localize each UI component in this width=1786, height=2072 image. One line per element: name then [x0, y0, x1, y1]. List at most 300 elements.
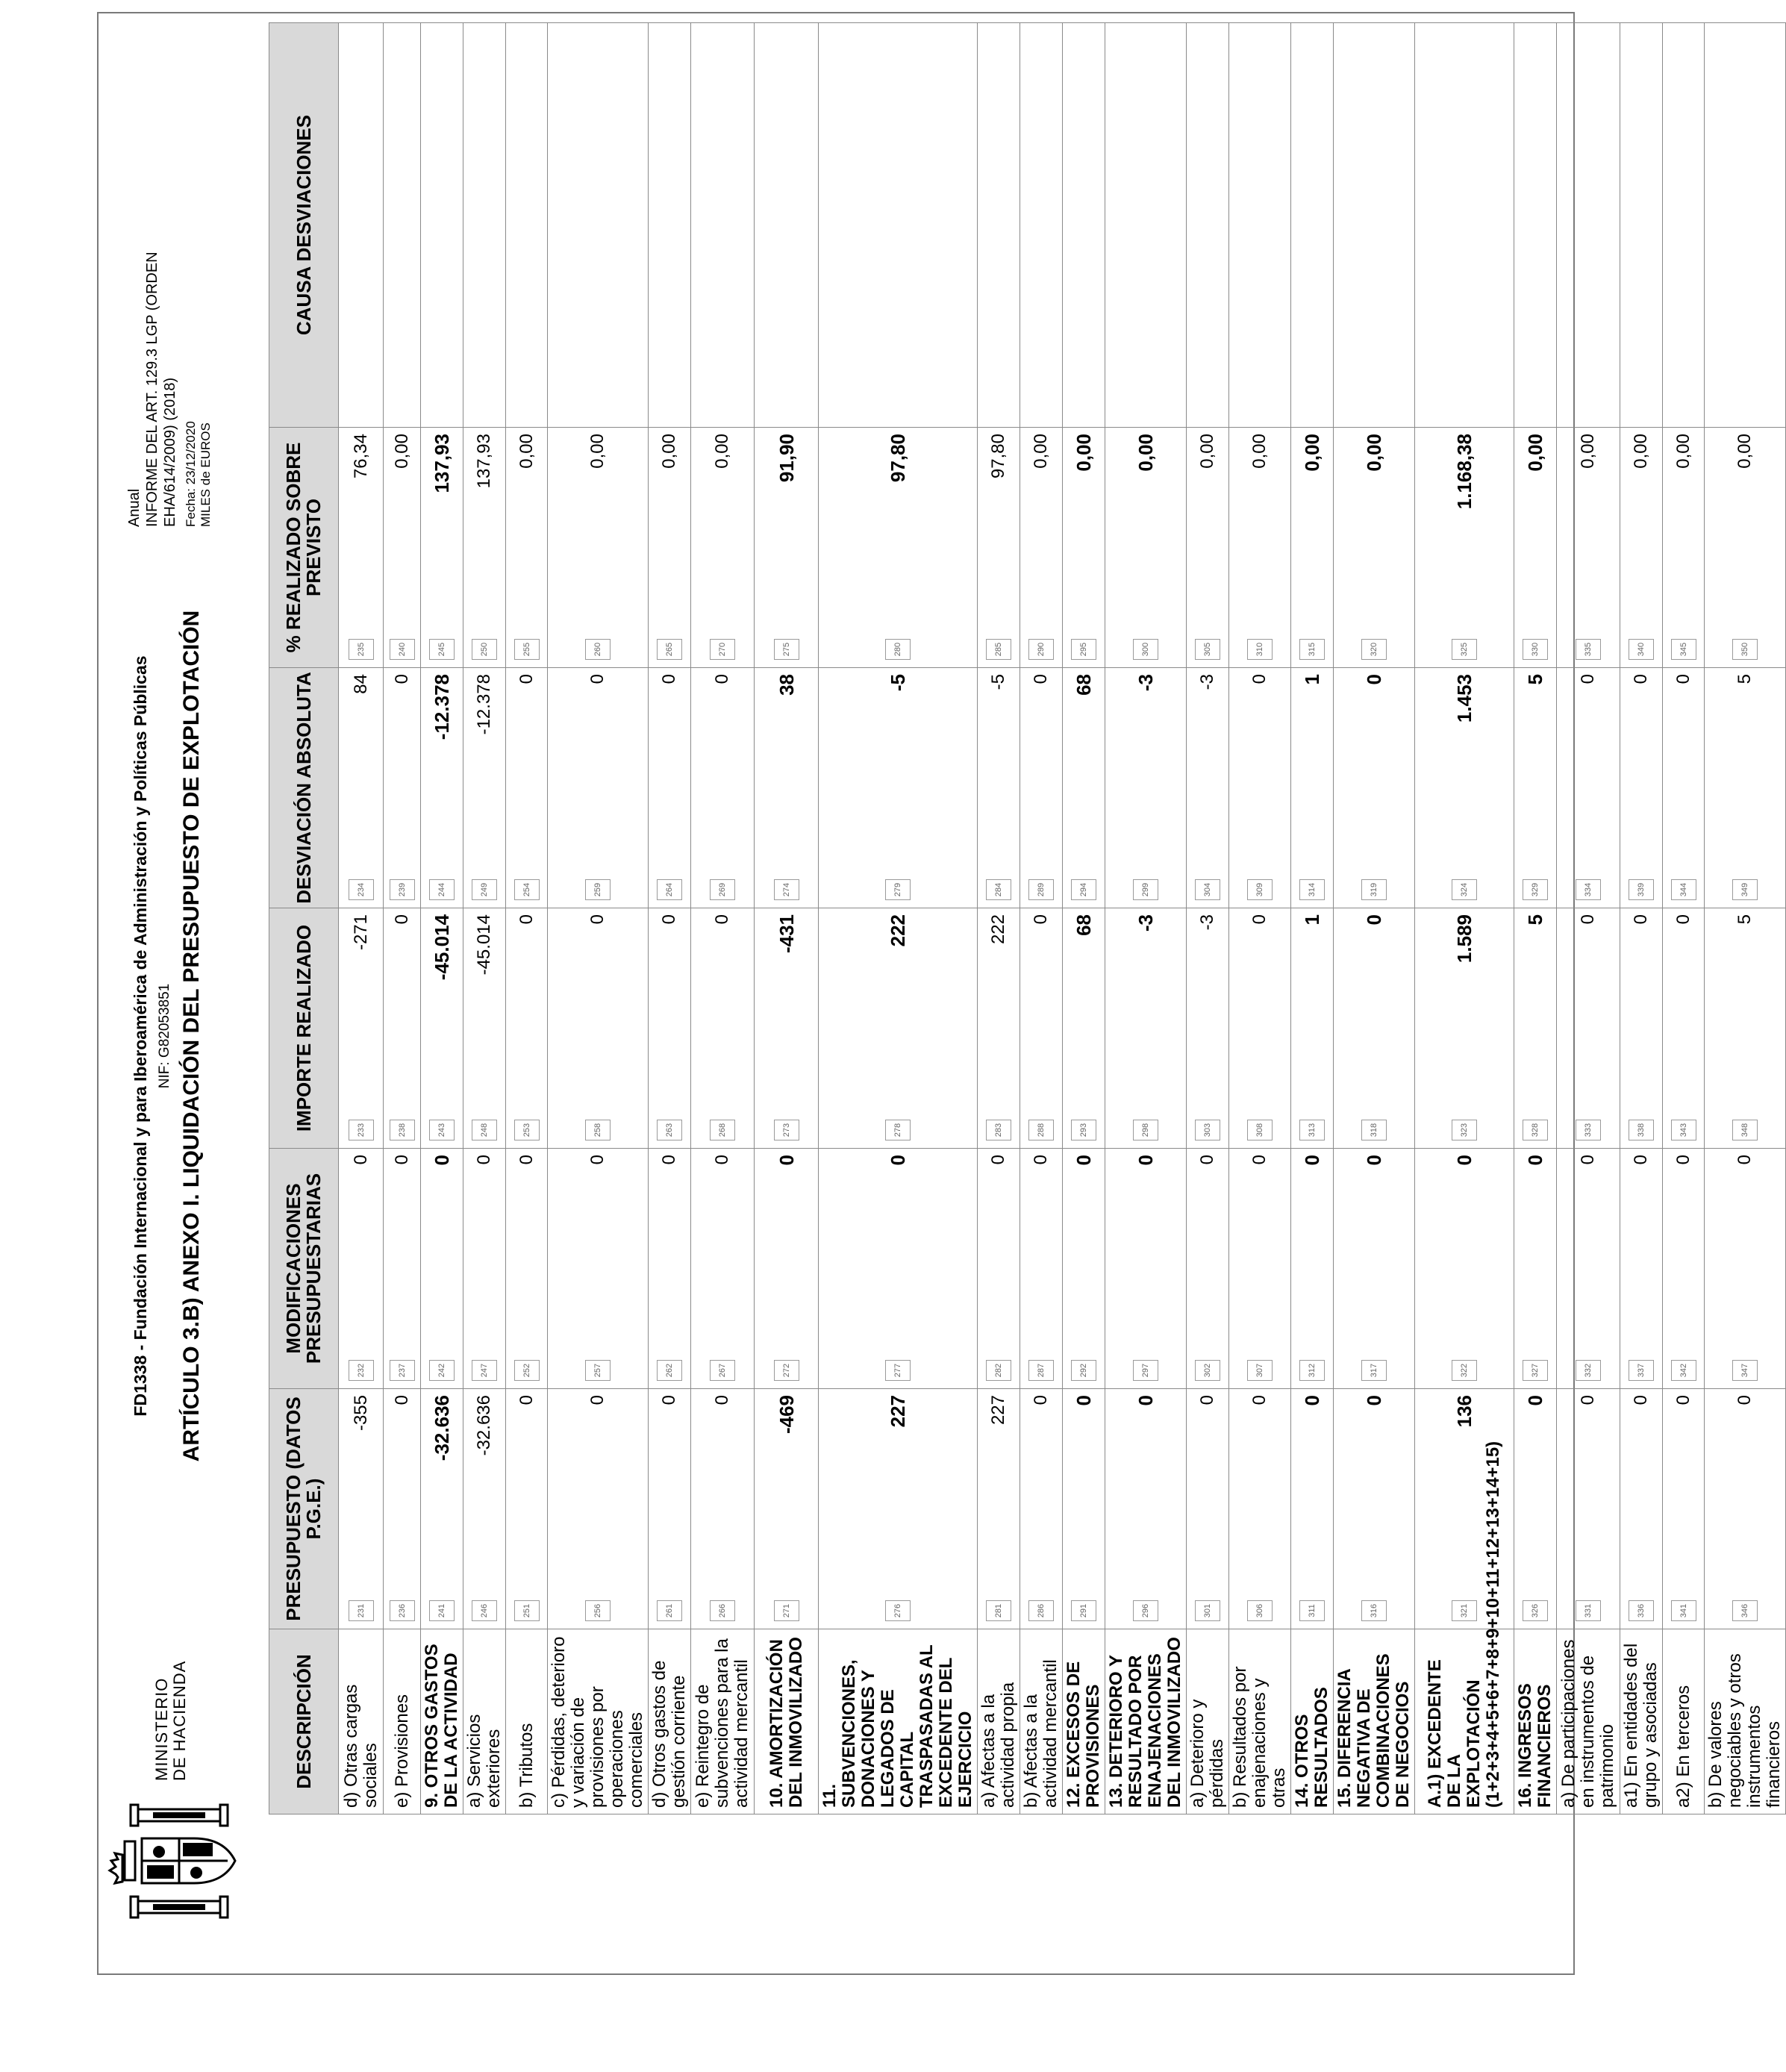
field-code: 253	[514, 1120, 540, 1140]
field-code: 308	[1247, 1120, 1273, 1140]
row-description: 9. OTROS GASTOS DE LA ACTIVIDAD	[421, 1629, 463, 1814]
cell-deviation	[978, 668, 1020, 908]
field-code: 233	[349, 1120, 374, 1140]
cell-modifications	[978, 1149, 1020, 1389]
field-value: -469	[775, 1395, 798, 1435]
row-description: b) De valores negociables y otros instrumentos financieros	[1705, 1629, 1786, 1814]
field-value: 0	[1631, 674, 1651, 684]
field-code: 340	[1629, 639, 1654, 660]
field-value: 0	[775, 1155, 798, 1166]
col-deviation: DESVIACIÓN ABSOLUTA	[269, 668, 339, 908]
col-pct: % REALIZADO SOBRE PREVISTO	[269, 428, 339, 668]
field-code: 328	[1523, 1120, 1548, 1140]
col-cause: CAUSA DESVIACIONES	[269, 23, 339, 428]
field-code: 245	[429, 639, 455, 660]
field-code: 330	[1523, 639, 1548, 660]
cell-modifications	[1514, 1149, 1557, 1389]
field-value: 0	[1197, 1155, 1217, 1165]
field-value: 137,93	[431, 434, 453, 493]
cell-pct	[691, 428, 755, 668]
field-value: 68	[1072, 914, 1095, 936]
col-budget: PRESUPUESTO (DATOS P.G.E.)	[269, 1389, 339, 1629]
field-value: 0	[1134, 1155, 1157, 1166]
field-value: 0,00	[1197, 434, 1217, 469]
field-value: 0	[1578, 914, 1598, 925]
field-code: 327	[1523, 1360, 1548, 1381]
cell-cause	[1514, 23, 1557, 428]
cell-modifications	[1105, 1149, 1187, 1389]
cell-deviation	[463, 668, 506, 908]
field-code: 314	[1299, 879, 1325, 900]
cell-deviation	[1514, 668, 1557, 908]
cell-budget	[1063, 1389, 1105, 1629]
field-value: -431	[775, 914, 798, 954]
field-code: 287	[1028, 1360, 1054, 1381]
table-row	[1557, 23, 1620, 1814]
field-code: 246	[472, 1600, 497, 1621]
field-value: 0	[587, 674, 608, 684]
cell-executed	[1415, 908, 1514, 1149]
cell-executed	[1620, 908, 1663, 1149]
cell-deviation	[384, 668, 421, 908]
table-row	[649, 23, 691, 1814]
field-code: 268	[710, 1120, 735, 1140]
cell-modifications	[1663, 1149, 1705, 1389]
field-value: 0	[391, 914, 412, 925]
field-code: 329	[1523, 879, 1548, 900]
field-code: 346	[1732, 1600, 1758, 1621]
field-value: 0,00	[1072, 434, 1095, 472]
row-description: c) Pérdidas, deterioro y variación de provisiones por operaciones comerciales	[548, 1629, 649, 1814]
field-value: 0	[1735, 1395, 1755, 1405]
cell-pct	[506, 428, 548, 668]
field-value: 97,80	[887, 434, 909, 483]
cell-budget	[421, 1389, 463, 1629]
field-code: 325	[1452, 639, 1477, 660]
field-code: 281	[986, 1600, 1011, 1621]
field-code: 232	[349, 1360, 374, 1381]
row-description: a) De participaciones en instrumentos de patrimonio	[1557, 1629, 1620, 1814]
row-description: a1) En entidades del grupo y asociadas	[1620, 1629, 1663, 1814]
field-value: -32.636	[431, 1395, 453, 1461]
cell-cause	[691, 23, 755, 428]
field-value: 0	[659, 1395, 679, 1405]
field-value: 0	[587, 1395, 608, 1405]
field-code: 266	[710, 1600, 735, 1621]
field-value: 0,00	[1134, 434, 1157, 472]
cell-pct	[1020, 428, 1063, 668]
cell-budget	[691, 1389, 755, 1629]
cell-executed	[755, 908, 819, 1149]
field-code: 307	[1247, 1360, 1273, 1381]
field-value: 0	[1031, 674, 1051, 684]
cell-deviation	[1620, 668, 1663, 908]
table-row	[339, 23, 384, 1814]
cell-budget	[1020, 1389, 1063, 1629]
field-code: 333	[1576, 1120, 1601, 1140]
field-value: 0	[712, 674, 732, 684]
field-code: 267	[710, 1360, 735, 1381]
cell-cause	[1187, 23, 1229, 428]
cell-executed	[691, 908, 755, 1149]
table-row	[1620, 23, 1663, 1814]
field-value: 0,00	[587, 434, 608, 469]
table-row	[1229, 23, 1291, 1814]
cell-executed	[1063, 908, 1105, 1149]
field-value: -355	[350, 1395, 371, 1432]
field-value: 76,34	[350, 434, 371, 479]
cell-deviation	[649, 668, 691, 908]
field-value: 0	[712, 1155, 732, 1165]
cell-executed	[1229, 908, 1291, 1149]
cell-pct	[819, 428, 978, 668]
field-code: 234	[349, 879, 374, 900]
field-value: 137,93	[474, 434, 494, 489]
table-row	[1415, 23, 1514, 1814]
cell-pct	[1334, 428, 1415, 668]
cell-deviation	[1334, 668, 1415, 908]
cell-pct	[339, 428, 384, 668]
field-value: 0	[1631, 1395, 1651, 1405]
row-description: d) Otros gastos de gestión corriente	[649, 1629, 691, 1814]
field-code: 345	[1671, 639, 1696, 660]
row-description: a2) En terceros	[1663, 1629, 1705, 1814]
cell-budget	[649, 1389, 691, 1629]
field-code: 290	[1028, 639, 1054, 660]
field-code: 317	[1361, 1360, 1387, 1381]
cell-pct	[1705, 428, 1786, 668]
field-value: 0,00	[1524, 434, 1546, 472]
field-value: 5	[1735, 674, 1755, 684]
cell-cause	[649, 23, 691, 428]
field-code: 318	[1361, 1120, 1387, 1140]
field-value: -3	[1134, 674, 1157, 692]
field-value: 0	[1072, 1155, 1095, 1166]
field-code: 326	[1523, 1600, 1548, 1621]
cell-modifications	[548, 1149, 649, 1389]
field-value: 0	[391, 1155, 412, 1165]
cell-modifications	[463, 1149, 506, 1389]
cell-executed	[421, 908, 463, 1149]
cell-cause	[339, 23, 384, 428]
field-value: 0	[1363, 1395, 1385, 1406]
field-code: 231	[349, 1600, 374, 1621]
field-value: -45.014	[431, 914, 453, 981]
field-code: 254	[514, 879, 540, 900]
field-code: 282	[986, 1360, 1011, 1381]
field-code: 299	[1133, 879, 1158, 900]
field-value: 0	[988, 1155, 1008, 1165]
cell-deviation	[506, 668, 548, 908]
field-value: 0,00	[1735, 434, 1755, 469]
field-value: 0	[659, 1155, 679, 1165]
field-value: 0	[1249, 674, 1270, 684]
field-value: -12.378	[474, 674, 494, 735]
field-value: 0	[1031, 914, 1051, 925]
field-value: 227	[988, 1395, 1008, 1426]
field-code: 283	[986, 1120, 1011, 1140]
cell-cause	[1063, 23, 1105, 428]
cell-deviation	[819, 668, 978, 908]
cell-budget	[978, 1389, 1020, 1629]
field-code: 262	[657, 1360, 682, 1381]
field-value: 0,00	[516, 434, 537, 469]
table-row	[421, 23, 463, 1814]
table-row	[1705, 23, 1786, 1814]
cell-cause	[1705, 23, 1786, 428]
field-code: 264	[657, 879, 682, 900]
cell-cause	[755, 23, 819, 428]
field-value: 0	[1673, 1395, 1693, 1405]
field-value: 0	[431, 1155, 453, 1166]
field-value: 0	[1249, 1395, 1270, 1405]
field-value: 0	[587, 1155, 608, 1165]
field-code: 289	[1028, 879, 1054, 900]
field-code: 259	[585, 879, 611, 900]
field-code: 277	[885, 1360, 911, 1381]
field-value: 0	[712, 914, 732, 925]
field-code: 332	[1576, 1360, 1601, 1381]
cell-budget	[1620, 1389, 1663, 1629]
cell-executed	[1105, 908, 1187, 1149]
field-code: 336	[1629, 1600, 1654, 1621]
cell-modifications	[1187, 1149, 1229, 1389]
field-value: 68	[1072, 674, 1095, 696]
field-value: 5	[1524, 914, 1546, 926]
row-description: a) Deterioro y pérdidas	[1187, 1629, 1229, 1814]
cell-pct	[1063, 428, 1105, 668]
col-modifications: MODIFICACIONES PRESUPUESTARIAS	[269, 1149, 339, 1389]
field-value: 222	[887, 914, 909, 947]
cell-deviation	[421, 668, 463, 908]
field-code: 338	[1629, 1120, 1654, 1140]
cell-deviation	[1020, 668, 1063, 908]
field-code: 301	[1195, 1600, 1220, 1621]
field-code: 348	[1732, 1120, 1758, 1140]
cell-executed	[649, 908, 691, 1149]
cell-modifications	[1063, 1149, 1105, 1389]
field-code: 235	[349, 639, 374, 660]
field-value: 0,00	[1673, 434, 1693, 469]
table-row	[548, 23, 649, 1814]
cell-deviation	[1187, 668, 1229, 908]
field-code: 324	[1452, 879, 1477, 900]
field-value: -3	[1197, 674, 1217, 690]
field-code: 247	[472, 1360, 497, 1381]
table-row	[1514, 23, 1557, 1814]
field-value: 227	[887, 1395, 909, 1428]
periodicity: Anual	[126, 488, 143, 527]
field-value: 0	[1524, 1395, 1546, 1406]
field-code: 322	[1452, 1360, 1477, 1381]
cell-pct	[1620, 428, 1663, 668]
row-description: 13. DETERIORO Y RESULTADO POR ENAJENACIONES DEL INMOVILIZADO	[1105, 1629, 1187, 1814]
cell-cause	[1291, 23, 1334, 428]
entity-title: FD1338 - Fundación Internacional y para Iberoamérica de Administración y Políticas Públicas	[131, 655, 150, 1417]
field-code: 321	[1452, 1600, 1477, 1621]
field-code: 260	[585, 639, 611, 660]
cell-executed	[463, 908, 506, 1149]
field-value: -5	[988, 674, 1008, 690]
report-line-1: INFORME DEL ART. 129.3 LGP (ORDEN	[144, 252, 160, 527]
field-value: 1.589	[1453, 914, 1476, 964]
cell-budget	[1229, 1389, 1291, 1629]
ministry-line-2: DE HACIENDA	[170, 1660, 189, 1781]
cell-executed	[1291, 908, 1334, 1149]
field-code: 272	[774, 1360, 799, 1381]
field-value: 0,00	[1301, 434, 1323, 472]
field-value: 1.453	[1453, 674, 1476, 723]
field-code: 295	[1071, 639, 1096, 660]
field-code: 337	[1629, 1360, 1654, 1381]
cell-cause	[819, 23, 978, 428]
field-value: 0	[1197, 1395, 1217, 1405]
field-value: 0	[1031, 1395, 1051, 1405]
field-code: 270	[710, 639, 735, 660]
field-code: 323	[1452, 1120, 1477, 1140]
field-value: 0	[1072, 1395, 1095, 1406]
field-value: 5	[1735, 914, 1755, 925]
cell-pct	[1415, 428, 1514, 668]
field-value: 0,00	[391, 434, 412, 469]
field-value: 0	[1578, 674, 1598, 684]
field-code: 248	[472, 1120, 497, 1140]
cell-executed	[978, 908, 1020, 1149]
cell-deviation	[1705, 668, 1786, 908]
cell-modifications	[1229, 1149, 1291, 1389]
field-code: 252	[514, 1360, 540, 1381]
field-value: 0	[1524, 1155, 1546, 1166]
field-value: 0,00	[1249, 434, 1270, 469]
field-code: 316	[1361, 1600, 1387, 1621]
field-code: 263	[657, 1120, 682, 1140]
cell-budget	[1187, 1389, 1229, 1629]
field-value: 0	[1735, 1155, 1755, 1165]
cell-cause	[1105, 23, 1187, 428]
cell-cause	[384, 23, 421, 428]
table-row	[463, 23, 506, 1814]
field-value: 0,00	[659, 434, 679, 469]
field-code: 303	[1195, 1120, 1220, 1140]
field-code: 279	[885, 879, 911, 900]
cell-modifications	[421, 1149, 463, 1389]
cell-deviation	[1229, 668, 1291, 908]
cell-deviation	[1557, 668, 1620, 908]
cell-budget	[463, 1389, 506, 1629]
cell-executed	[819, 908, 978, 1149]
field-value: 0	[1578, 1395, 1598, 1405]
cell-deviation	[548, 668, 649, 908]
cell-cause	[978, 23, 1020, 428]
field-code: 273	[774, 1120, 799, 1140]
field-value: 0	[1249, 914, 1270, 925]
field-code: 242	[429, 1360, 455, 1381]
cell-pct	[1291, 428, 1334, 668]
row-description: b) Afectas a la actividad mercantil	[1020, 1629, 1063, 1814]
row-description: a) Servicios exteriores	[463, 1629, 506, 1814]
budget-table	[269, 22, 1786, 1814]
cell-executed	[339, 908, 384, 1149]
field-code: 251	[514, 1600, 540, 1621]
cell-pct	[978, 428, 1020, 668]
cell-modifications	[384, 1149, 421, 1389]
field-code: 269	[710, 879, 735, 900]
field-value: 0	[391, 674, 412, 684]
cell-budget	[384, 1389, 421, 1629]
field-value: 0	[1249, 1155, 1270, 1165]
row-description: e) Provisiones	[384, 1629, 421, 1814]
cell-cause	[1229, 23, 1291, 428]
cell-cause	[548, 23, 649, 428]
field-code: 320	[1361, 639, 1387, 660]
field-code: 285	[986, 639, 1011, 660]
cell-pct	[463, 428, 506, 668]
table-row	[1291, 23, 1334, 1814]
cell-budget	[1663, 1389, 1705, 1629]
cell-budget	[1105, 1389, 1187, 1629]
field-value: 0	[1363, 674, 1385, 685]
field-code: 296	[1133, 1600, 1158, 1621]
field-value: 0	[516, 1155, 537, 1165]
table-row	[819, 23, 978, 1814]
field-code: 293	[1071, 1120, 1096, 1140]
field-value: 0	[391, 1395, 412, 1405]
table-row	[1663, 23, 1705, 1814]
field-code: 243	[429, 1120, 455, 1140]
field-code: 238	[390, 1120, 415, 1140]
field-code: 302	[1195, 1360, 1220, 1381]
field-code: 331	[1576, 1600, 1601, 1621]
table-header-row	[269, 23, 339, 1814]
field-value: 0	[1453, 1155, 1476, 1166]
cell-cause	[1415, 23, 1514, 428]
cell-pct	[1187, 428, 1229, 668]
field-value: 84	[350, 674, 371, 694]
field-value: 0	[659, 914, 679, 925]
field-value: 91,90	[775, 434, 798, 483]
field-value: -5	[887, 674, 909, 692]
cell-executed	[506, 908, 548, 1149]
cell-pct	[1514, 428, 1557, 668]
cell-pct	[421, 428, 463, 668]
field-value: 0,00	[1363, 434, 1385, 472]
cell-budget	[506, 1389, 548, 1629]
field-value: 0	[1673, 914, 1693, 925]
field-code: 284	[986, 879, 1011, 900]
table-row	[755, 23, 819, 1814]
field-code: 292	[1071, 1360, 1096, 1381]
field-code: 258	[585, 1120, 611, 1140]
cell-cause	[1620, 23, 1663, 428]
field-value: 0	[887, 1155, 909, 1166]
field-code: 271	[774, 1600, 799, 1621]
table-row	[384, 23, 421, 1814]
field-code: 278	[885, 1120, 911, 1140]
field-value: 1	[1301, 914, 1323, 926]
field-value: 0,00	[1578, 434, 1598, 469]
field-value: 0	[659, 674, 679, 684]
field-code: 249	[472, 879, 497, 900]
report-line-2: EHA/614/2009) (2018)	[162, 377, 178, 527]
cell-budget	[339, 1389, 384, 1629]
cell-cause	[1557, 23, 1620, 428]
cell-budget	[755, 1389, 819, 1629]
field-code: 256	[585, 1600, 611, 1621]
row-description: b) Tributos	[506, 1629, 548, 1814]
field-value: 1	[1301, 674, 1323, 685]
cell-modifications	[1620, 1149, 1663, 1389]
field-code: 309	[1247, 879, 1273, 900]
